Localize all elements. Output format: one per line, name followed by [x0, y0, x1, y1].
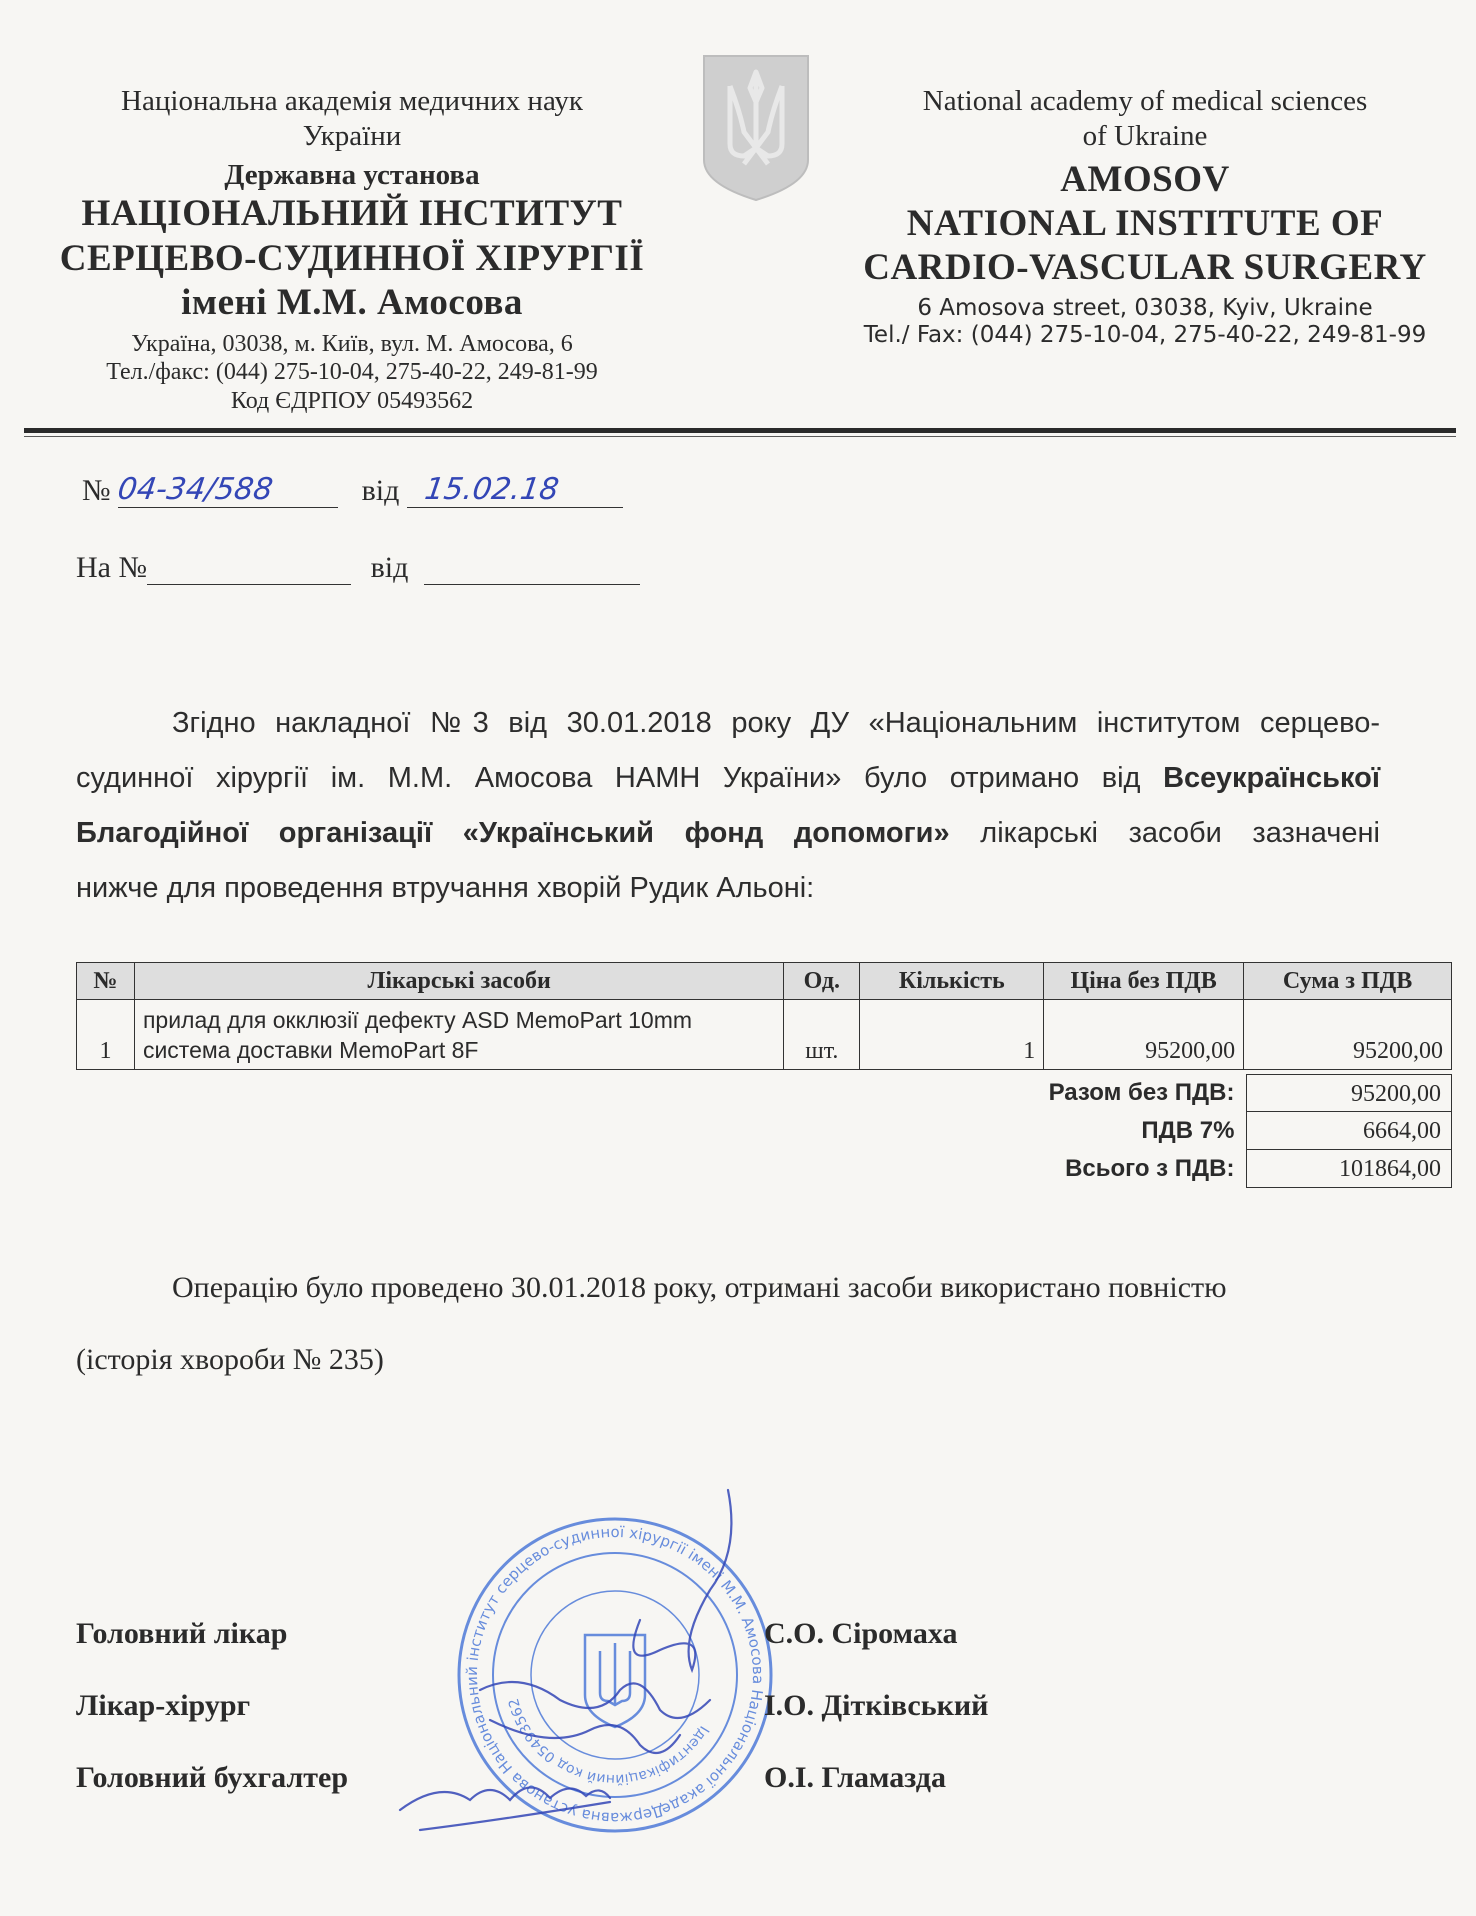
edrpou-code: Код ЄДРПОУ 05493562	[230, 388, 474, 415]
stamp-outer-text: Державна установа Національний інститут серцево-судинної хірургії імені М.М. Амосова Національної академії	[462, 1522, 768, 1828]
outgoing-date-field	[407, 472, 623, 508]
total-without-vat-value: 95200,00	[1246, 1074, 1452, 1112]
signature-block	[76, 1617, 1076, 1833]
address-en: 6 Amosova street, 03038, Kyiv, Ukraine	[917, 294, 1373, 321]
reference-number-field	[147, 550, 351, 585]
medications-table	[76, 962, 1452, 1070]
academy-name-en: National academy of medical sciences	[922, 85, 1368, 117]
academy-country-en: of Ukraine	[1082, 119, 1208, 152]
para1-line2-text: судинної хірургії ім. М.М. Амосова НАМН України» було отримано від	[76, 762, 1141, 794]
header-divider-thin	[24, 436, 1456, 437]
institute-name-line2-ua: СЕРЦЕВО-СУДИННОЇ ХІРУРГІЇ	[59, 237, 645, 279]
outgoing-number-handwritten: 04-34/588	[115, 472, 276, 507]
body-paragraph-1	[76, 696, 1380, 916]
col-header-price-no-vat: Ціна без ПДВ	[1044, 963, 1244, 1000]
para1-line4: нижче для проведення втручання хворій Рудик Альоні:	[76, 872, 815, 904]
header-right	[830, 84, 1460, 350]
institute-name-line3-en: CARDIO-VASCULAR SURGERY	[863, 247, 1427, 289]
row-number: 1	[77, 1000, 135, 1070]
row-description-line1: прилад для окклюзії дефекту ASD MemoPart 10mm	[142, 1007, 693, 1033]
para1-line1: Згідно накладної №3 від 30.01.2018 року ДУ «Національним інститутом серцево-	[172, 707, 1380, 739]
reference-number-line	[76, 550, 640, 585]
row-unit: шт.	[784, 1000, 860, 1070]
reference-number-label: На №	[76, 551, 148, 584]
date-label: від	[361, 474, 400, 507]
para2-line1: Операцію було проведено 30.01.2018 року, отримані засоби використано повністю	[172, 1271, 1227, 1304]
institute-name-line3-ua: імені М.М. Амосова	[181, 282, 523, 324]
col-header-number: №	[77, 963, 135, 1000]
donor-name-part1: Всеукраїнської	[1163, 762, 1381, 794]
col-header-medications: Лікарські засоби	[134, 963, 783, 1000]
surgeon-title: Лікар-хірург	[76, 1689, 251, 1722]
col-header-quantity: Кількість	[860, 963, 1044, 1000]
phone-en: Tel./ Fax: (044) 275-10-04, 275-40-22, 249-81-99	[863, 322, 1427, 349]
para1-line2	[76, 751, 1380, 806]
header-divider	[24, 428, 1456, 433]
row-price: 95200,00	[1044, 1000, 1244, 1070]
row-description-line2: система доставки MemoPart 8F	[142, 1037, 479, 1063]
signature-row-chief-doctor	[76, 1617, 1076, 1689]
total-with-vat-label: Всього з ПДВ:	[1065, 1155, 1235, 1182]
vat-row	[820, 1112, 1452, 1150]
number-label: №	[82, 474, 111, 507]
reference-date-label: від	[370, 551, 409, 584]
total-with-vat-value: 101864,00	[1246, 1150, 1452, 1188]
chief-accountant-title: Головний бухгалтер	[76, 1761, 349, 1794]
vat-label: ПДВ 7%	[1141, 1117, 1235, 1144]
academy-country-ua: України	[302, 119, 402, 152]
ukraine-coat-of-arms-icon	[700, 52, 812, 204]
donor-name-part2: Благодійної організації «Український фонд допомоги»	[76, 817, 950, 849]
outgoing-number-field	[115, 472, 338, 508]
row-sum: 95200,00	[1244, 1000, 1452, 1070]
total-without-vat-label: Разом без ПДВ:	[1048, 1079, 1235, 1106]
para2-line2: (історія хвороби № 235)	[76, 1343, 384, 1376]
chief-accountant-name: О.І. Гламазда	[764, 1761, 946, 1794]
institute-name-line2-en: NATIONAL INSTITUTE OF	[906, 202, 1384, 244]
vat-value: 6664,00	[1246, 1112, 1452, 1150]
para1-line3-text: лікарські засоби зазначені	[980, 817, 1380, 849]
academy-name-ua: Національна академія медичних наук	[121, 85, 583, 117]
signature-row-surgeon	[76, 1689, 1076, 1761]
body-paragraph-2	[76, 1252, 1380, 1396]
outgoing-date-handwritten: 15.02.18	[422, 472, 561, 507]
signature-row-chief-accountant	[76, 1761, 1076, 1833]
totals-block	[820, 1074, 1452, 1188]
row-description	[134, 1000, 783, 1070]
total-with-vat-row	[820, 1150, 1452, 1188]
para1-line3	[76, 806, 1380, 861]
surgeon-name: І.О. Дітківський	[764, 1689, 989, 1722]
col-header-unit: Од.	[784, 963, 860, 1000]
table-header-row	[77, 963, 1452, 1000]
outgoing-number-line	[82, 472, 623, 508]
phone-ua: Тел./факс: (044) 275-10-04, 275-40-22, 249-81-99	[106, 359, 598, 386]
institute-name-line1-en: AMOSOV	[1060, 158, 1230, 200]
reference-date-field	[424, 550, 640, 585]
table-row	[77, 1000, 1452, 1070]
address-ua: Україна, 03038, м. Київ, вул. М. Амосова, 6	[131, 330, 573, 357]
chief-doctor-name: С.О. Сіромаха	[764, 1617, 958, 1650]
header-left	[40, 84, 664, 416]
stamp-inner-text: Ідентифікаційний код 05493562	[505, 1696, 712, 1788]
col-header-sum-with-vat: Сума з ПДВ	[1244, 963, 1452, 1000]
row-quantity: 1	[860, 1000, 1044, 1070]
total-without-vat-row	[820, 1074, 1452, 1112]
institute-name-line1-ua: НАЦІОНАЛЬНИЙ ІНСТИТУТ	[81, 193, 623, 235]
chief-doctor-title: Головний лікар	[76, 1617, 288, 1650]
institution-type-ua: Державна установа	[224, 158, 480, 191]
